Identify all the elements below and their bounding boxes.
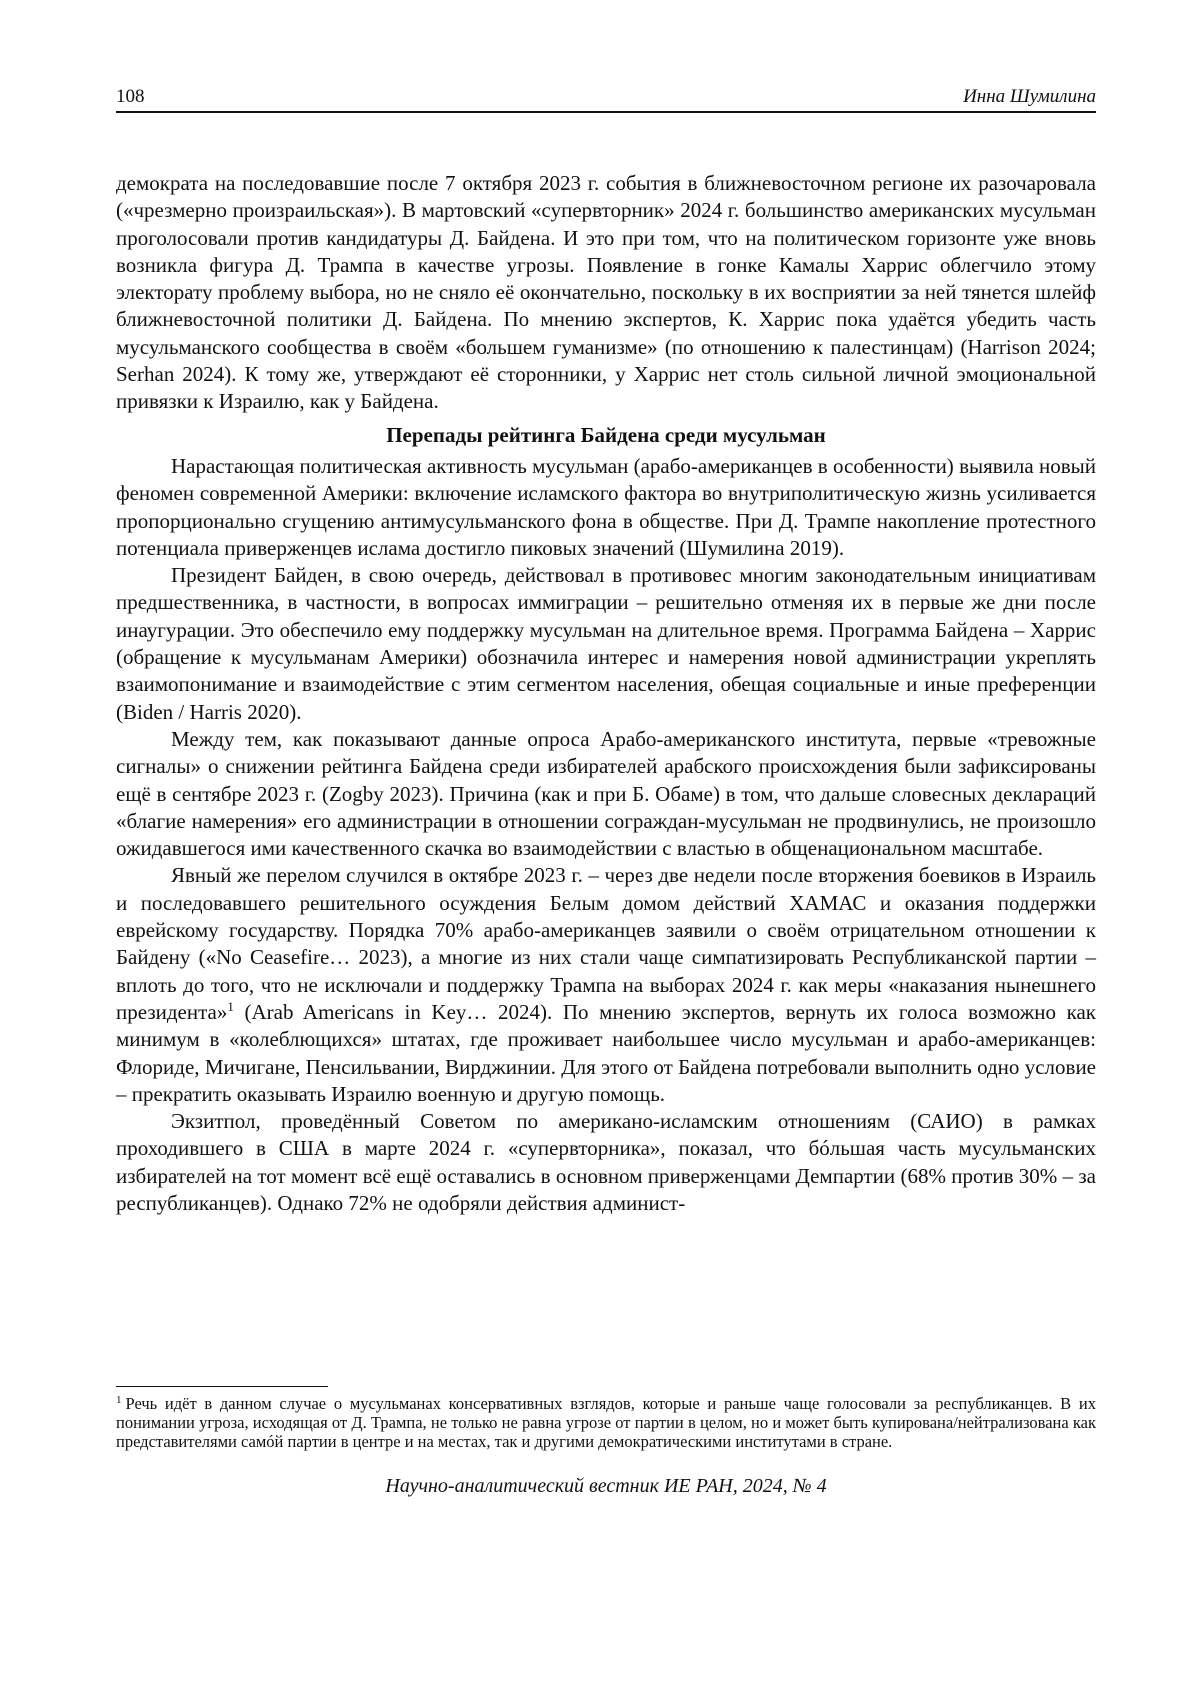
footnote-reference[interactable]: 1	[227, 998, 234, 1014]
paragraph-6: Экзитпол, проведённый Советом по американо-исламским отношениям (САИО) в рамках проходившего в США в марте 2024 г. «супервторника», показал, что бóльшая часть мусульманских избирателей на тот момент всё ещё оставались в основном приверженцами Демпартии (68% против 30% – за республиканцев). Однако 72% не одобряли действия админист-	[116, 1109, 1096, 1215]
paragraph-3: Президент Байден, в свою очередь, действовал в противовес многим законодательным инициативам предшественника, в частности, в вопросах иммиграции – решительно отменяя их в первые же дни после инаугурации. Это обеспечило ему поддержку мусульман на длительное время. Программа Байдена – Харрис (обращение к мусульманам Америки) обозначила интерес и намерения новой администрации укреплять взаимопонимание и взаимодействие с этим сегментом населения, обещая социальные и иные преференции (Biden / Harris 2020).	[116, 563, 1096, 724]
footnote-divider	[116, 1386, 328, 1387]
paragraph-5	[116, 862, 1096, 1108]
footnote-number: 1	[116, 1394, 122, 1406]
article-body	[116, 170, 1096, 1217]
paragraph-1: демократа на последовавшие после 7 октября 2023 г. события в ближневосточном регионе их разочаровала («чрезмерно произраильская»). В мартовский «супервторник» 2024 г. большинство американских мусульман проголосовали против кандидатуры Д. Байдена. И это при том, что на политическом горизонте уже вновь возникла фигура Д. Трампа в качестве угрозы. Появление в гонке Камалы Харрис облегчило этому электорату проблему выбора, но не сняло её окончательно, поскольку в их восприятии за ней тянется шлейф ближневосточной политики Д. Байдена. По мнению экспертов, К. Харрис пока удаётся убедить часть мусульманского сообщества в своём «большем гуманизме» (по отношению к палестинцам) (Harrison 2024; Serhan 2024). К тому же, утверждают её сторонники, у Харрис нет столь сильной личной эмоциональной привязки к Израилю, как у Байдена.	[116, 171, 1096, 414]
paragraph-5-part-1: Явный же перелом случился в октябре 2023 г. – через две недели после вторжения боевиков в Израиль и последовавшего решительного осуждения Белым домом действий ХАМАС и оказания поддержки еврейскому государству. Порядка 70% арабо-американцев заявили о своём отрицательном отношении к Байдену («No Ceasefire… 2023), а многие из них стали чаще симпатизировать Республиканской партии – вплоть до того, что не исключали и поддержку Трампа на выборах 2024 г. как меры «наказания нынешнего президента»	[116, 863, 1096, 1024]
running-author: Инна Шумилина	[963, 86, 1096, 107]
section-heading: Перепады рейтинга Байдена среди мусульман	[386, 422, 826, 447]
footnote	[116, 1394, 1096, 1451]
paragraph-5-part-2: (Arab Americans in Key… 2024). По мнению экспертов, вернуть их голоса возможно как минимум в «колеблющихся» штатах, где проживает наибольшее число мусульман и арабо-американцев: Флориде, Мичигане, Пенсильвании, Вирджинии. Для этого от Байдена потребовали выполнить одно условие – прекратить оказывать Израилю военную и другую помощь.	[116, 999, 1096, 1106]
running-header	[116, 86, 1096, 113]
page-number: 108	[116, 86, 145, 107]
paragraph-2: Нарастающая политическая активность мусульман (арабо-американцев в особенности) выявила новый феномен современной Америки: включение исламского фактора во внутриполитическую жизнь усиливается пропорционально сгущению антимусульманского фона в обществе. При Д. Трампе накопление протестного потенциала приверженцев ислама достигло пиковых значений (Шумилина 2019).	[116, 453, 1096, 560]
paragraph-4: Между тем, как показывают данные опроса Арабо-американского института, первые «тревожные сигналы» о снижении рейтинга Байдена среди избирателей арабского происхождения были зафиксированы ещё в сентябре 2023 г. (Zogby 2023). Причина (как и при Б. Обаме) в том, что дальше словесных деклараций «благие намерения» его администрации в отношении сограждан-мусульман не продвинулись, не произошло ожидавшегося ими качественного скачка во взаимодействии с властью в общенациональном масштабе.	[116, 726, 1096, 861]
journal-footer: Научно-аналитический вестник ИЕ РАН, 2024, № 4	[385, 1475, 827, 1497]
footnote-text: Речь идёт в данном случае о мусульманах консервативных взглядов, которые и раньше чаще голосовали за республиканцев. В их понимании угроза, исходящая от Д. Трампа, не только не равна угрозе от партии в целом, но и может быть купирована/нейтрализована как представителями самóй партии в центре и на местах, так и другими демократическими институтами в стране.	[116, 1394, 1096, 1451]
